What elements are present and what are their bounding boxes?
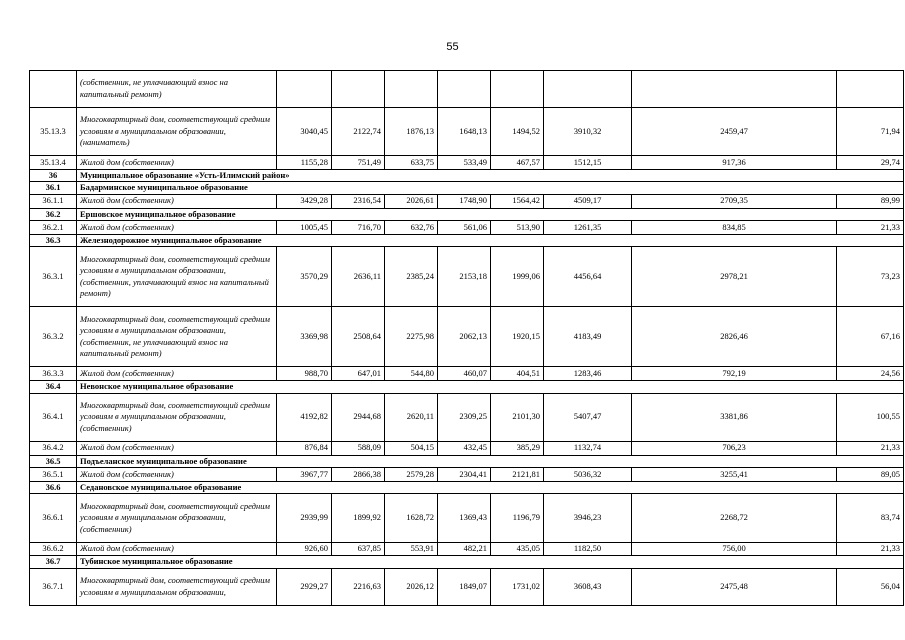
page-number: 55 [446,41,459,53]
value-cell-1: 1005,45 [277,221,332,235]
table-row [30,307,904,367]
value-cell-7: 3381,86 [632,393,837,441]
table-row [30,194,904,208]
housing-type: Жилой дом (собственник) [77,156,277,170]
value-cell-5: 1494,52 [491,107,544,155]
value-cell-5: 435,05 [491,542,544,556]
value-cell-8: 73,23 [837,247,904,307]
value-cell-4: 533,49 [438,156,491,170]
section-row [30,182,904,195]
value-cell-6: 4183,49 [544,307,632,367]
value-cell-6: 4509,17 [544,194,632,208]
section-row [30,234,904,247]
value-cell-8: 71,94 [837,107,904,155]
value-cell-5: 2121,81 [491,468,544,482]
value-cell-4: 460,07 [438,367,491,381]
value-cell-1 [277,71,332,108]
value-cell-8: 24,56 [837,367,904,381]
value-cell-5 [491,71,544,108]
value-cell-7: 2978,21 [632,247,837,307]
value-cell-2: 2508,64 [332,307,385,367]
value-cell-3 [385,71,438,108]
value-cell-5: 2101,30 [491,393,544,441]
table-row [30,468,904,482]
section-title: Невонское муниципальное образование [77,380,904,393]
value-cell-5: 404,51 [491,367,544,381]
value-cell-3: 504,15 [385,441,438,455]
value-cell-2: 2636,11 [332,247,385,307]
value-cell-7: 3255,41 [632,468,837,482]
section-title: Подъеланское муниципальное образование [77,455,904,468]
value-cell-4: 2153,18 [438,247,491,307]
row-code: 36.4.2 [30,441,77,455]
row-code: 35.13.3 [30,107,77,155]
value-cell-6 [544,71,632,108]
tariff-table [29,70,904,606]
section-code: 36.1 [30,182,77,195]
table-row [30,393,904,441]
value-cell-4: 561,06 [438,221,491,235]
value-cell-6: 3910,32 [544,107,632,155]
value-cell-8: 21,33 [837,542,904,556]
value-cell-5: 1731,02 [491,568,544,605]
value-cell-5: 467,57 [491,156,544,170]
housing-type: Жилой дом (собственник) [77,194,277,208]
housing-type: Многоквартирный дом, соответствующий средним условиям в муниципальном образовании, (собственник, уплачивающий взнос на капитальный ремонт) [77,247,277,307]
value-cell-1: 1155,28 [277,156,332,170]
section-code: 36.7 [30,556,77,569]
table-row [30,247,904,307]
value-cell-5: 1196,79 [491,494,544,542]
value-cell-5: 513,90 [491,221,544,235]
value-cell-8: 83,74 [837,494,904,542]
value-cell-4: 1648,13 [438,107,491,155]
value-cell-1: 4192,82 [277,393,332,441]
section-title: Ершовское муниципальное образование [77,208,904,221]
value-cell-8: 89,05 [837,468,904,482]
value-cell-2: 2122,74 [332,107,385,155]
value-cell-3: 2620,11 [385,393,438,441]
table-row [30,221,904,235]
section-code: 36.5 [30,455,77,468]
value-cell-7: 2268,72 [632,494,837,542]
value-cell-6: 5407,47 [544,393,632,441]
value-cell-2: 716,70 [332,221,385,235]
row-code: 36.4.1 [30,393,77,441]
value-cell-1: 3369,98 [277,307,332,367]
value-cell-2: 2866,38 [332,468,385,482]
value-cell-7: 792,19 [632,367,837,381]
value-cell-7: 2826,46 [632,307,837,367]
value-cell-3: 633,75 [385,156,438,170]
value-cell-4: 1748,90 [438,194,491,208]
value-cell-4: 2062,13 [438,307,491,367]
value-cell-1: 926,60 [277,542,332,556]
value-cell-5: 1564,42 [491,194,544,208]
table-row [30,494,904,542]
table-row [30,71,904,108]
value-cell-6: 3946,23 [544,494,632,542]
value-cell-6: 1182,50 [544,542,632,556]
row-code: 36.5.1 [30,468,77,482]
row-code: 35.13.4 [30,156,77,170]
value-cell-1: 876,84 [277,441,332,455]
section-title: Бадарминское муниципальное образование [77,182,904,195]
value-cell-7: 2709,35 [632,194,837,208]
value-cell-7: 917,36 [632,156,837,170]
value-cell-1: 2929,27 [277,568,332,605]
value-cell-3: 1628,72 [385,494,438,542]
value-cell-1: 3040,45 [277,107,332,155]
value-cell-1: 3570,29 [277,247,332,307]
value-cell-7 [632,71,837,108]
value-cell-3: 2275,98 [385,307,438,367]
row-code: 36.6.1 [30,494,77,542]
section-row [30,380,904,393]
value-cell-3: 553,91 [385,542,438,556]
value-cell-3: 2026,61 [385,194,438,208]
value-cell-6: 4456,64 [544,247,632,307]
value-cell-8: 100,55 [837,393,904,441]
housing-type: Жилой дом (собственник) [77,441,277,455]
housing-type: Жилой дом (собственник) [77,542,277,556]
value-cell-2: 647,01 [332,367,385,381]
section-row [30,556,904,569]
value-cell-3: 544,80 [385,367,438,381]
row-code: 36.3.2 [30,307,77,367]
housing-type: Жилой дом (собственник) [77,468,277,482]
value-cell-7: 2459,47 [632,107,837,155]
value-cell-6: 3608,43 [544,568,632,605]
value-cell-5: 385,29 [491,441,544,455]
value-cell-8: 21,33 [837,441,904,455]
value-cell-2: 2316,54 [332,194,385,208]
value-cell-8: 89,99 [837,194,904,208]
value-cell-8: 67,16 [837,307,904,367]
section-code: 36.3 [30,234,77,247]
table-row [30,367,904,381]
value-cell-8: 29,74 [837,156,904,170]
section-title: Тубинское муниципальное образование [77,556,904,569]
value-cell-1: 3429,28 [277,194,332,208]
row-code: 36.6.2 [30,542,77,556]
value-cell-7: 756,00 [632,542,837,556]
table-row [30,542,904,556]
section-title: Седановское муниципальное образование [77,481,904,494]
value-cell-4: 1849,07 [438,568,491,605]
value-cell-5: 1999,06 [491,247,544,307]
value-cell-3: 2385,24 [385,247,438,307]
row-code: 36.2.1 [30,221,77,235]
value-cell-4: 2304,41 [438,468,491,482]
value-cell-7: 706,23 [632,441,837,455]
value-cell-3: 1876,13 [385,107,438,155]
section-code: 36.2 [30,208,77,221]
value-cell-1: 2939,99 [277,494,332,542]
housing-type: Многоквартирный дом, соответствующий средним условиям в муниципальном образовании, [77,568,277,605]
value-cell-8: 21,33 [837,221,904,235]
value-cell-1: 988,70 [277,367,332,381]
value-cell-2: 2216,63 [332,568,385,605]
value-cell-8 [837,71,904,108]
housing-type: Многоквартирный дом, соответствующий средним условиям в муниципальном образовании, (собственник, не уплачивающий взнос на капитальный ремонт) [77,307,277,367]
value-cell-6: 1283,46 [544,367,632,381]
value-cell-2: 637,85 [332,542,385,556]
housing-type: Жилой дом (собственник) [77,221,277,235]
value-cell-7: 2475,48 [632,568,837,605]
row-code: 36.1.1 [30,194,77,208]
value-cell-3: 632,76 [385,221,438,235]
value-cell-4: 482,21 [438,542,491,556]
table-row [30,568,904,605]
value-cell-4 [438,71,491,108]
value-cell-2 [332,71,385,108]
housing-type: Многоквартирный дом, соответствующий средним условиям в муниципальном образовании, (наниматель) [77,107,277,155]
value-cell-7: 834,85 [632,221,837,235]
value-cell-3: 2579,28 [385,468,438,482]
table-row [30,156,904,170]
section-row [30,208,904,221]
housing-type: Многоквартирный дом, соответствующий средним условиям в муниципальном образовании, (собственник) [77,393,277,441]
housing-type: (собственник, не уплачивающий взнос на капитальный ремонт) [77,71,277,108]
section-code: 36 [30,169,77,182]
table-row [30,107,904,155]
value-cell-2: 2944,68 [332,393,385,441]
value-cell-2: 751,49 [332,156,385,170]
section-title: Железнодорожное муниципальное образование [77,234,904,247]
section-code: 36.4 [30,380,77,393]
housing-type: Многоквартирный дом, соответствующий средним условиям в муниципальном образовании, (собственник) [77,494,277,542]
value-cell-5: 1920,15 [491,307,544,367]
table-row [30,441,904,455]
value-cell-2: 588,09 [332,441,385,455]
value-cell-4: 1369,43 [438,494,491,542]
row-code: 36.3.3 [30,367,77,381]
row-code: 36.3.1 [30,247,77,307]
row-code: 36.7.1 [30,568,77,605]
value-cell-6: 1261,35 [544,221,632,235]
value-cell-6: 1132,74 [544,441,632,455]
value-cell-6: 5036,32 [544,468,632,482]
value-cell-2: 1899,92 [332,494,385,542]
value-cell-8: 56,04 [837,568,904,605]
section-row [30,455,904,468]
value-cell-1: 3967,77 [277,468,332,482]
section-row [30,481,904,494]
value-cell-6: 1512,15 [544,156,632,170]
row-code [30,71,77,108]
section-row [30,169,904,182]
value-cell-3: 2026,12 [385,568,438,605]
value-cell-4: 2309,25 [438,393,491,441]
housing-type: Жилой дом (собственник) [77,367,277,381]
section-title: Муниципальное образование «Усть-Илимский район» [77,169,904,182]
value-cell-4: 432,45 [438,441,491,455]
section-code: 36.6 [30,481,77,494]
